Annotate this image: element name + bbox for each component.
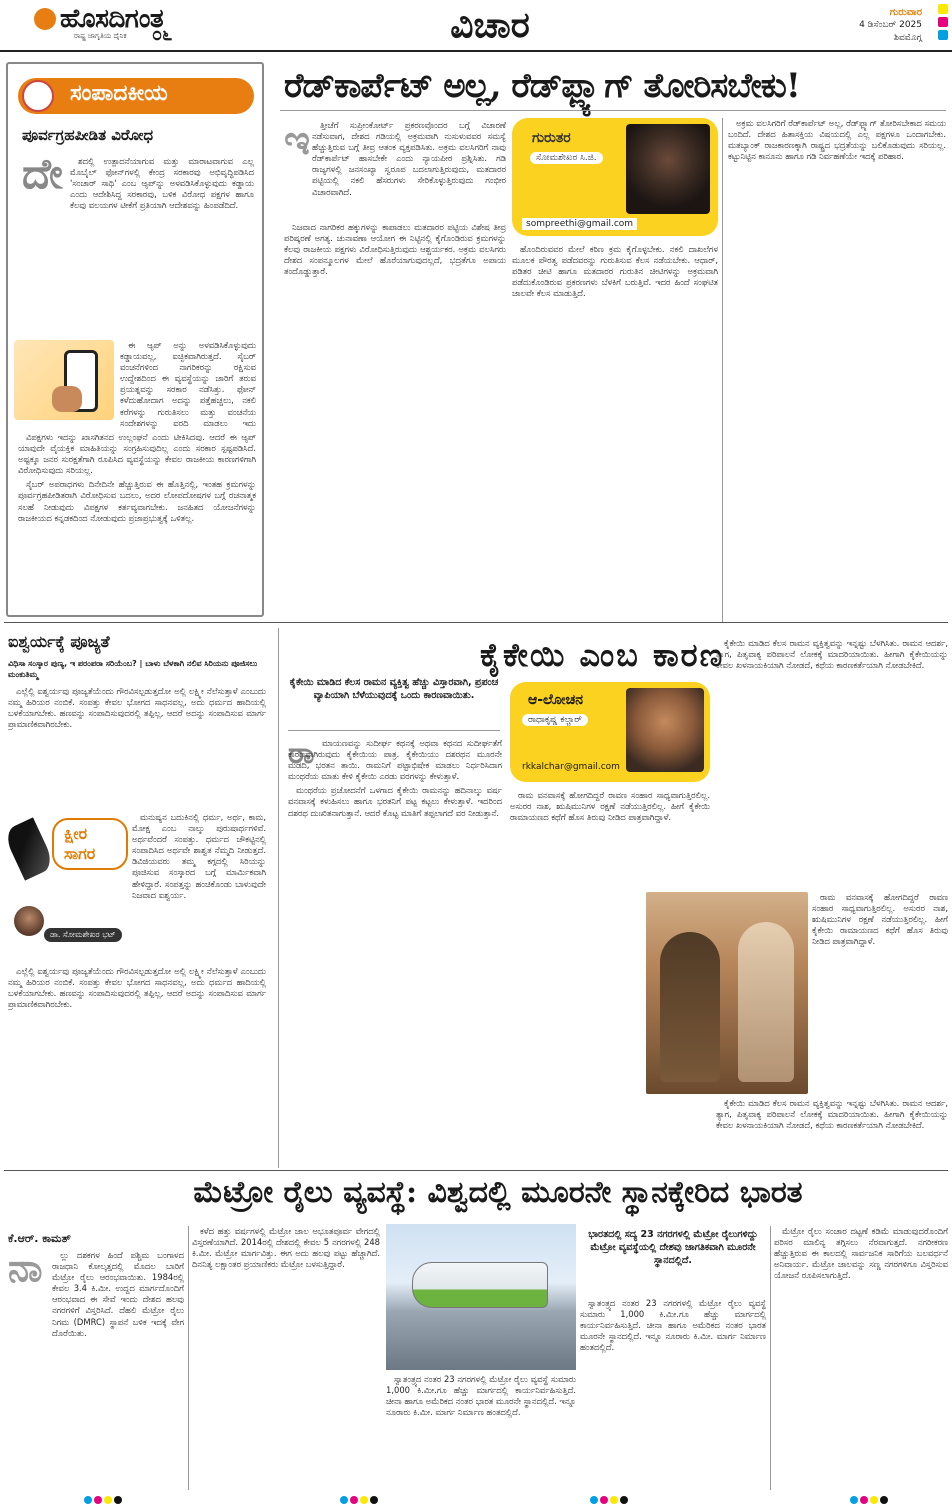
black-dot <box>880 1496 888 1504</box>
article2-paragraph: ಎಲ್ಲೆಲ್ಲಿ ಐಶ್ವರ್ಯವು ಪೂಜ್ಯತೆಯೆಂದು ಗೌರವಿಸಲ್ಪಡುತ್ತದೋ ಅಲ್ಲಿ ಲಕ್ಷ್ಮೀ ನೆಲೆಸುತ್ತಾಳೆ ಎಂಬುದು ನಮ್ಮ ಹಿರಿಯರ ನಂಬಿಕೆ. ಸಂಪತ್ತು ಕೇವಲ ಭೋಗದ ಸಾಧನವಲ್ಲ, ಅದು ಧರ್ಮದ ಹಾದಿಯಲ್ಲಿ ಬಳಕೆಯಾಗಬೇಕು. ಹಣವನ್ನು ಸಂಪಾದಿಸುವುದರಲ್ಲಿ ತಪ್ಪಿಲ್ಲ, ಆದರೆ ಅದನ್ನು ಸಂಪಾದಿಸುವ ಮಾರ್ಗ ಪ್ರಾಮಾಣಿಕವಾಗಿರಬೇಕು. <box>8 686 266 730</box>
article1-column-1 <box>312 120 506 220</box>
article2-column-1c <box>8 966 266 1166</box>
column-rule <box>188 1226 189 1490</box>
article4-paragraph: ಕಳೆದ ಹತ್ತು ವರ್ಷಗಳಲ್ಲಿ ಮೆಟ್ರೋ ಜಾಲ ಅಭೂತಪೂರ್ವ ವೇಗದಲ್ಲಿ ವಿಸ್ತರಣೆಯಾಗಿದೆ. 2014ರಲ್ಲಿ ದೇಶದಲ್ಲಿ ಕೇವಲ 5 ನಗರಗಳಲ್ಲಿ 248 ಕಿ.ಮೀ. ಮೆಟ್ರೋ ಮಾರ್ಗವಿತ್ತು. ಈಗ ಅದು ಹಲವು ಪಟ್ಟು ಹೆಚ್ಚಾಗಿದೆ. ದಿನನಿತ್ಯ ಲಕ್ಷಾಂತರ ಪ್ರಯಾಣಿಕರು ಮೆಟ್ರೋ ಬಳಸುತ್ತಿದ್ದಾರೆ. <box>192 1226 380 1270</box>
article1-dropcap: ಇ <box>284 118 310 164</box>
article2-column-title: ಕ್ಷೀರ ಸಾಗರ <box>52 818 128 870</box>
paper-tagline: ರಾಷ್ಟ್ರ ಜಾಗೃತಿಯ ದೈನಿಕ <box>74 32 127 40</box>
article3-dropcap: ರಾ <box>288 736 315 771</box>
article4-column-1 <box>52 1250 184 1490</box>
date-full: 4 ಡಿಸೆಂಬರ್ 2025 <box>859 20 922 30</box>
article4-column-3 <box>386 1374 576 1490</box>
column-rule <box>770 1226 771 1490</box>
black-dot <box>620 1496 628 1504</box>
article1-paragraph: ನಿಜವಾದ ನಾಗರಿಕರ ಹಕ್ಕುಗಳನ್ನು ಕಾಪಾಡಲು ಮತದಾರರ ಪಟ್ಟಿಯ ವಿಶೇಷ ತೀವ್ರ ಪರಿಷ್ಕರಣೆ ಅಗತ್ಯ. ಚುನಾವಣಾ ಆಯೋಗ ಈ ನಿಟ್ಟಿನಲ್ಲಿ ಕೈಗೊಂಡಿರುವ ಕ್ರಮಗಳನ್ನು ಕೆಲವು ರಾಜಕೀಯ ಪಕ್ಷಗಳು ವಿರೋಧಿಸುತ್ತಿರುವುದು ಆಶ್ಚರ್ಯಕರ. ಅಕ್ರಮ ವಲಸಿಗರು ದೇಶದ ಸಂಪನ್ಮೂಲಗಳ ಮೇಲೆ ಹೊರೆಯಾಗುವುದಲ್ಲದೆ, ಭದ್ರತೆಗೂ ಅಪಾಯ ತಂದೊಡ್ಡುತ್ತಾರೆ. <box>284 222 506 277</box>
column-rule <box>278 628 279 1168</box>
article1-column-3 <box>728 118 946 620</box>
article1-author-email[interactable]: sompreethi@gmail.com <box>522 218 637 230</box>
article2-headline[interactable]: ಐಶ್ವರ್ಯಕ್ಕೆ ಪೂಜ್ಯತೆ <box>8 632 110 651</box>
cyan-dot <box>84 1496 92 1504</box>
article1-author-card <box>512 118 718 236</box>
yellow-dot <box>360 1496 368 1504</box>
column-rule <box>722 118 723 622</box>
magenta-dot <box>860 1496 868 1504</box>
article4-pull-quote: ಭಾರತದಲ್ಲಿ ಸದ್ಯ 23 ನಗರಗಳಲ್ಲಿ ಮೆಟ್ರೋ ರೈಲುಗಳಿದ್ದು ಮೆಟ್ರೋ ವ್ಯವಸ್ಥೆಯಲ್ಲಿ ದೇಶವು ಜಾಗತಿಕವಾಗಿ ಮೂರನೇ ಸ್ಥಾನದಲ್ಲಿದೆ. <box>588 1229 758 1266</box>
cyan-dot <box>340 1496 348 1504</box>
article4-author: ಕೆ.ಆರ್. ಕಾಮತ್ <box>8 1232 71 1245</box>
section-divider <box>4 1170 948 1171</box>
section-title: ವಿಚಾರ <box>450 4 530 46</box>
article4-paragraph: ಸ್ವಾತಂತ್ರ್ಯದ ನಂತರ 23 ನಗರಗಳಲ್ಲಿ ಮೆಟ್ರೋ ರೈಲು ವ್ಯವಸ್ಥೆ ಸುಮಾರು 1,000 ಕಿ.ಮೀ.ಗೂ ಹೆಚ್ಚು ಮಾರ್ಗದಲ್ಲಿ ಕಾರ್ಯನಿರ್ವಹಿಸುತ್ತಿದೆ. ಚೀನಾ ಹಾಗೂ ಅಮೆರಿಕದ ನಂತರ ಭಾರತ ಮೂರನೇ ಸ್ಥಾನದಲ್ಲಿದೆ. ಇನ್ನೂ ನೂರಾರು ಕಿ.ಮೀ. ಮಾರ್ಗ ನಿರ್ಮಾಣ ಹಂತದಲ್ಲಿದೆ. <box>580 1298 766 1353</box>
article2-author-name: ಡಾ. ಸೋಮಶೇಖರ ಭಟ್ <box>44 928 122 942</box>
figure-right <box>738 922 794 1082</box>
article1-paragraph: ತ್ತೀಚೆಗೆ ಸುಪ್ರೀಂಕೋರ್ಟ್ ಪ್ರಕರಣವೊಂದರ ಬಗ್ಗೆ ವಿಚಾರಣೆ ನಡೆಸುವಾಗ, ದೇಶದ ಗಡಿಯಲ್ಲಿ ಅಕ್ರಮವಾಗಿ ನುಸುಳುವವರ ಸಮಸ್ಯೆ ಹೆಚ್ಚುತ್ತಿರುವ ಬಗ್ಗೆ ತೀವ್ರ ಆತಂಕ ವ್ಯಕ್ತಪಡಿಸಿತು. ಅಕ್ರಮ ವಲಸಿಗರಿಗೆ ನಾವು ರೆಡ್‌ಕಾರ್ಪೆಟ್ ಹಾಸಬೇಕೇ ಎಂದು ನ್ಯಾಯಪೀಠ ಪ್ರಶ್ನಿಸಿತು. ಗಡಿ ರಾಜ್ಯಗಳಲ್ಲಿ ಜನಸಂಖ್ಯಾ ಸ್ವರೂಪ ಬದಲಾಗುತ್ತಿರುವುದು, ಮತದಾರರ ಪಟ್ಟಿಯಲ್ಲಿ ನಕಲಿ ಹೆಸರುಗಳು ಸೇರಿಕೊಳ್ಳುತ್ತಿರುವುದು ಗಂಭೀರ ವಿಚಾರವಾಗಿದೆ. <box>312 120 506 197</box>
editorial-paragraph: ಈ ಆ್ಯಪ್ ಅನ್ನು ಅಳವಡಿಸಿಕೊಳ್ಳುವುದು ಕಡ್ಡಾಯವಲ್ಲ, ಐಚ್ಛಿಕವಾಗಿರುತ್ತದೆ. ಸೈಬರ್ ವಂಚನೆಗಳಿಂದ ನಾಗರಿಕರನ್ನು ರಕ್ಷಿಸುವ ಉದ್ದೇಶದಿಂದ ಈ ವ್ಯವಸ್ಥೆಯನ್ನು ಜಾರಿಗೆ ತರುವ ಪ್ರಯತ್ನವನ್ನು ಸರಕಾರ ನಡೆಸಿತ್ತು. ಫೋನ್ ಕಳೆದುಹೋದಾಗ ಅದನ್ನು ಪತ್ತೆಹಚ್ಚಲು, ನಕಲಿ ಕರೆಗಳನ್ನು ಗುರುತಿಸಲು ಮತ್ತು ವಂಚನೆಯ ಸಂದೇಶಗಳನ್ನು ವರದಿ ಮಾಡಲು ಇದು <box>120 340 256 428</box>
article4-dropcap: ನಾ <box>8 1246 43 1290</box>
article2-column-card <box>8 810 128 960</box>
date-block <box>859 6 922 45</box>
edition-city: ಶಿವಮೊಗ್ಗ <box>894 33 922 43</box>
article1-paragraph: ಹೊಂದಿರುವವರ ಮೇಲೆ ಕಠಿಣ ಕ್ರಮ ಕೈಗೊಳ್ಳಬೇಕು. ನಕಲಿ ದಾಖಲೆಗಳ ಮೂಲಕ ಪೌರತ್ವ ಪಡೆದವರನ್ನು ಗುರುತಿಸುವ ಕೆಲಸ ನಡೆಯಬೇಕು. ಆಧಾರ್, ಪಡಿತರ ಚೀಟಿ ಹಾಗೂ ಮತದಾರರ ಗುರುತಿನ ಚೀಟಿಗಳನ್ನು ಅಕ್ರಮವಾಗಿ ಪಡೆದುಕೊಂಡಿರುವ ಪ್ರಕರಣಗಳು ಬೆಳಕಿಗೆ ಬರುತ್ತಿವೆ. ಇದರ ಹಿಂದೆ ಸಂಘಟಿತ ಜಾಲವೇ ಕೆಲಸ ಮಾಡುತ್ತಿದೆ. <box>512 244 718 299</box>
article3-headline[interactable]: ಕೈಕೇಯಿ ಎಂಬ ಕಾರಣ <box>480 636 725 674</box>
article3-column-3b <box>812 892 948 1094</box>
editorial-paragraph: ವಿಪಕ್ಷಗಳು ಇದನ್ನು ಖಾಸಗಿತನದ ಉಲ್ಲಂಘನೆ ಎಂದು ಟೀಕಿಸಿದವು. ಆದರೆ ಈ ಆ್ಯಪ್ ಯಾವುದೇ ವೈಯಕ್ತಿಕ ಮಾಹಿತಿಯನ್ನು ಸಂಗ್ರಹಿಸುವುದಿಲ್ಲ ಎಂದು ಸರಕಾರ ಸ್ಪಷ್ಟಪಡಿಸಿದೆ. ಅಷ್ಟಕ್ಕೂ ಜನರ ಸುರಕ್ಷತೆಗಾಗಿ ರೂಪಿಸಿದ ವ್ಯವಸ್ಥೆಯನ್ನು ಕೇವಲ ರಾಜಕೀಯ ಕಾರಣಗಳಿಗಾಗಿ ವಿರೋಧಿಸುವುದು ಸರಿಯಲ್ಲ. <box>18 432 256 476</box>
magenta-dot <box>600 1496 608 1504</box>
article1-column-2 <box>512 244 718 620</box>
article2-subhead: ವಿಧಿಸಾ ಸಂಸ್ಕಾರ ಪುಣ್ಯ, ಇ ಪರಂಪರಾ ಸರಿಯೆಂಬ? | ಬಾಳು ಬೆಳಕಾಗಿ ನಲಿವ ಸಿರಿಯನು ಪೂಜಿಸಲು ಮಂಕುತಿಮ್ಮ <box>8 659 258 679</box>
article2-paragraph: ಮನುಷ್ಯನ ಬದುಕಿನಲ್ಲಿ ಧರ್ಮ, ಅರ್ಥ, ಕಾಮ, ಮೋಕ್ಷ ಎಂಬ ನಾಲ್ಕು ಪುರುಷಾರ್ಥಗಳಿವೆ. ಅರ್ಥವೆಂದರೆ ಸಂಪತ್ತು. ಧರ್ಮದ ಚೌಕಟ್ಟಿನಲ್ಲಿ ಸಂಪಾದಿಸಿದ ಅರ್ಥವೇ ಶಾಶ್ವತ ನೆಮ್ಮದಿ ನೀಡುತ್ತದೆ. ಡಿವಿಜಿಯವರು ತಮ್ಮ ಕಗ್ಗದಲ್ಲಿ ಸಿರಿಯನ್ನು ಪೂಜಿಸುವ ಸಂಸ್ಕಾರದ ಬಗ್ಗೆ ಮಾರ್ಮಿಕವಾಗಿ ಹೇಳಿದ್ದಾರೆ. ಸಂಪತ್ತನ್ನು ಹಂಚಿಕೊಂಡು ಬಾಳುವುದೇ ನಿಜವಾದ ಐಶ್ವರ್ಯ. <box>132 812 266 900</box>
article3-paragraph: ಕೈಕೇಯಿ ಮಾಡಿದ ಕೆಲಸ ರಾಮನ ವ್ಯಕ್ತಿತ್ವವನ್ನು ಇನ್ನಷ್ಟು ಬೆಳಗಿಸಿತು. ರಾಮನ ಆದರ್ಶ, ತ್ಯಾಗ, ಪಿತೃವಾಕ್ಯ ಪರಿಪಾಲನೆ ಲೋಕಕ್ಕೆ ಮಾದರಿಯಾಯಿತು. ಹೀಗಾಗಿ ಕೈಕೇಯಿಯನ್ನು ಕೇವಲ ಖಳನಾಯಕಿಯಾಗಿ ನೋಡದೆ, ಕಥೆಯ ಕಾರಣಕರ್ತೆಯಾಗಿ ನೋಡಬೇಕಿದೆ. <box>716 1098 948 1131</box>
article1-rule <box>280 110 946 111</box>
article2-paragraph: ಎಲ್ಲೆಲ್ಲಿ ಐಶ್ವರ್ಯವು ಪೂಜ್ಯತೆಯೆಂದು ಗೌರವಿಸಲ್ಪಡುತ್ತದೋ ಅಲ್ಲಿ ಲಕ್ಷ್ಮೀ ನೆಲೆಸುತ್ತಾಳೆ ಎಂಬುದು ನಮ್ಮ ಹಿರಿಯರ ನಂಬಿಕೆ. ಸಂಪತ್ತು ಕೇವಲ ಭೋಗದ ಸಾಧನವಲ್ಲ, ಅದು ಧರ್ಮದ ಹಾದಿಯಲ್ಲಿ ಬಳಕೆಯಾಗಬೇಕು. ಹಣವನ್ನು ಸಂಪಾದಿಸುವುದರಲ್ಲಿ ತಪ್ಪಿಲ್ಲ, ಆದರೆ ಅದನ್ನು ಸಂಪಾದಿಸುವ ಮಾರ್ಗ ಪ್ರಾಮಾಣಿಕವಾಗಿರಬೇಕು. <box>8 966 266 1010</box>
article3-author-name: ರಾಧಾಕೃಷ್ಣ ಕಲ್ಚಾರ್ <box>522 714 588 726</box>
date-day: ಗುರುವಾರ <box>889 7 922 18</box>
editorial-banner-label: ಸಂಪಾದಕೀಯ <box>70 81 168 106</box>
article3-subhead: ಕೈಕೇಯಿ ಮಾಡಿದ ಕೆಲಸ ರಾಮನ ವ್ಯಕ್ತಿತ್ವ ಹೆಚ್ಚು ವಿಸ್ತಾರವಾಗಿ, ಪ್ರಪಂಚ ವ್ಯಾಪಿಯಾಗಿ ಬೆಳೆಯುವುದಕ್ಕೆ ಒಂದು ಕಾರಣವಾಯಿತು. <box>289 677 499 701</box>
editorial-paragraph: ಶದಲ್ಲಿ ಉತ್ಪಾದನೆಯಾಗುವ ಮತ್ತು ಮಾರಾಟವಾಗುವ ಎಲ್ಲ ಮೊಬೈಲ್ ಫೋನ್‌ಗಳಲ್ಲಿ ಕೇಂದ್ರ ಸರಕಾರವು ಅಭಿವೃದ್ಧಿಪಡಿಸಿದ 'ಸಂಚಾರ್ ಸಾಥಿ' ಎಂಬ ಆ್ಯಪ್‌ನ್ನು ಅಳವಡಿಸಿಕೊಳ್ಳುವುದು ಕಡ್ಡಾಯ ಎಂದು ಆದೇಶಿಸಿದ್ದ ಸರಕಾರವು, ಬಳಿಕ ವಿರೋಧ ಪಕ್ಷಗಳ ಹಾಗೂ ಕೆಲವು ವಲಯಗಳ ಟೀಕೆಗೆ ಪ್ರತಿಯಾಗಿ ಆದೇಶವನ್ನು ಹಿಂಪಡೆದಿದೆ. <box>70 156 254 211</box>
article4-paragraph: ಸ್ವಾತಂತ್ರ್ಯದ ನಂತರ 23 ನಗರಗಳಲ್ಲಿ ಮೆಟ್ರೋ ರೈಲು ವ್ಯವಸ್ಥೆ ಸುಮಾರು 1,000 ಕಿ.ಮೀ.ಗೂ ಹೆಚ್ಚು ಮಾರ್ಗದಲ್ಲಿ ಕಾರ್ಯನಿರ್ವಹಿಸುತ್ತಿದೆ. ಚೀನಾ ಹಾಗೂ ಅಮೆರಿಕದ ನಂತರ ಭಾರತ ಮೂರನೇ ಸ್ಥಾನದಲ್ಲಿದೆ. ಇನ್ನೂ ನೂರಾರು ಕಿ.ಮೀ. ಮಾರ್ಗ ನಿರ್ಮಾಣ ಹಂತದಲ್ಲಿದೆ. <box>386 1374 576 1418</box>
logo-mark-icon <box>34 8 56 30</box>
cyan-dot <box>850 1496 858 1504</box>
paper-logo[interactable] <box>34 4 246 46</box>
article3-paragraph: ರಾಮ ವನವಾಸಕ್ಕೆ ಹೋಗದಿದ್ದರೆ ರಾವಣ ಸಂಹಾರ ಸಾಧ್ಯವಾಗುತ್ತಿರಲಿಲ್ಲ. ಅಸುರರ ನಾಶ, ಋಷಿಮುನಿಗಳ ರಕ್ಷಣೆ ನಡೆಯುತ್ತಿರಲಿಲ್ಲ. ಹೀಗೆ ಕೈಕೇಯಿ ರಾಮಾಯಣದ ಕಥೆಗೆ ಹೊಸ ತಿರುವು ನೀಡಿದ ಪಾತ್ರವಾಗಿದ್ದಾಳೆ. <box>510 790 710 823</box>
masthead <box>0 0 952 52</box>
registration-marks <box>938 4 948 43</box>
article1-paragraph: ಅಕ್ರಮ ವಲಸಿಗರಿಗೆ ರೆಡ್‌ಕಾರ್ಪೆಟ್ ಅಲ್ಲ, ರೆಡ್‌ಫ್ಲ್ಯಾಗ್ ತೋರಿಸಬೇಕಾದ ಸಮಯ ಬಂದಿದೆ. ದೇಶದ ಹಿತಾಸಕ್ತಿಯ ವಿಷಯದಲ್ಲಿ ಎಲ್ಲ ಪಕ್ಷಗಳೂ ಒಂದಾಗಬೇಕು. ಮತಬ್ಯಾಂಕ್ ರಾಜಕಾರಣಕ್ಕಾಗಿ ರಾಷ್ಟ್ರದ ಭದ್ರತೆಯನ್ನು ಬಲಿಕೊಡುವುದು ಸರಿಯಲ್ಲ. ಕಟ್ಟುನಿಟ್ಟಿನ ಕಾನೂನು ಹಾಗೂ ಗಡಿ ನಿರ್ವಹಣೆಯೇ ಇದಕ್ಕೆ ಪರಿಹಾರ. <box>728 118 946 162</box>
article3-paragraph: ರಾಮ ವನವಾಸಕ್ಕೆ ಹೋಗದಿದ್ದರೆ ರಾವಣ ಸಂಹಾರ ಸಾಧ್ಯವಾಗುತ್ತಿರಲಿಲ್ಲ. ಅಸುರರ ನಾಶ, ಋಷಿಮುನಿಗಳ ರಕ್ಷಣೆ ನಡೆಯುತ್ತಿರಲಿಲ್ಲ. ಹೀಗೆ ಕೈಕೇಯಿ ರಾಮಾಯಣದ ಕಥೆಗೆ ಹೊಸ ತಿರುವು ನೀಡಿದ ಪಾತ್ರವಾಗಿದ್ದಾಳೆ. <box>812 892 948 947</box>
phone-app-illustration <box>14 340 114 420</box>
article4-paragraph: ಲ್ಲು ದಶಕಗಳ ಹಿಂದೆ ಪಶ್ಚಿಮ ಬಂಗಾಳದ ರಾಜಧಾನಿ ಕೋಲ್ಕತ್ತದಲ್ಲಿ ಮೊದಲ ಬಾರಿಗೆ ಮೆಟ್ರೋ ರೈಲು ಆರಂಭವಾಯಿತು. 1984ರಲ್ಲಿ ಕೇವಲ 3.4 ಕಿ.ಮೀ. ಉದ್ದದ ಮಾರ್ಗದೊಂದಿಗೆ ಆರಂಭವಾದ ಈ ಸೇವೆ ಇಂದು ದೇಶದ ಹಲವು ನಗರಗಳಿಗೆ ವಿಸ್ತರಿಸಿದೆ. ದೆಹಲಿ ಮೆಟ್ರೋ ರೈಲು ನಿಗಮ (DMRC) ಸ್ಥಾಪನೆ ಬಳಿಕ ಇದಕ್ಕೆ ವೇಗ ದೊರೆಯಿತು. <box>52 1250 184 1338</box>
yellow-dot <box>610 1496 618 1504</box>
editorial-headline[interactable]: ಪೂರ್ವಗ್ರಹಪೀಡಿತ ವಿರೋಧ <box>22 126 154 144</box>
article4-column-4 <box>580 1298 766 1490</box>
page-number: ೦೬ <box>152 24 173 45</box>
article3-author-email[interactable]: rkkalchar@gmail.com <box>522 762 620 772</box>
cyan-dot <box>590 1496 598 1504</box>
editorial-box <box>6 62 264 617</box>
print-registration-dots <box>0 1496 952 1506</box>
yellow-swatch <box>938 4 948 14</box>
black-dot <box>114 1496 122 1504</box>
quill-icon <box>2 817 56 880</box>
article3-paragraph: ಮಾಯಣವನ್ನು ಸುದೀರ್ಘ ಕಥನಕ್ಕೆ ಅಥವಾ ಕಥನದ ಸುದೀರ್ಘತೆಗೆ ಕಾರಣವಾಗಿರುವುದು ಕೈಕೇಯಿಯ ಪಾತ್ರ. ಕೈಕೇಯಿಯು ದಶರಥನ ಮೂರನೇ ಮಡದಿ, ಭರತನ ತಾಯಿ. ರಾಮನಿಗೆ ಪಟ್ಟಾಭಿಷೇಕ ಮಾಡಲು ನಿರ್ಧರಿಸಿದಾಗ ಮಂಥರೆಯ ಮಾತು ಕೇಳಿ ಕೈಕೇಯಿ ಎರಡು ವರಗಳನ್ನು ಕೇಳುತ್ತಾಳೆ. <box>288 738 502 782</box>
article3-column-3 <box>716 638 948 890</box>
article4-column-5 <box>774 1226 948 1490</box>
article2-author-photo <box>14 906 44 936</box>
metro-train-icon <box>412 1262 548 1308</box>
editorial-body-lower <box>18 432 256 612</box>
article1-author-photo <box>626 124 710 214</box>
editorial-banner <box>18 78 254 114</box>
section-divider <box>4 622 948 623</box>
figure-left <box>660 932 720 1082</box>
black-dot <box>370 1496 378 1504</box>
article2-column-1 <box>8 686 266 804</box>
magenta-swatch <box>938 17 948 27</box>
magenta-dot <box>350 1496 358 1504</box>
article2-column-1b <box>132 812 266 962</box>
magenta-dot <box>94 1496 102 1504</box>
yellow-dot <box>104 1496 112 1504</box>
article1-column-1b <box>284 222 506 620</box>
article4-column-2 <box>192 1226 380 1490</box>
article3-column-1 <box>288 738 502 1166</box>
article1-column-tag: ಗುರುತರ <box>532 130 571 146</box>
cyan-swatch <box>938 30 948 40</box>
article1-author-name: ಸೋಮಶೇಖರ ಸಿ.ಜಿ. <box>530 152 603 164</box>
kaikeyi-illustration <box>646 892 808 1094</box>
editorial-dropcap: ದೇ <box>22 149 63 198</box>
hand-icon <box>52 386 82 412</box>
article4-headline[interactable]: ಮೆಟ್ರೋ ರೈಲು ವ್ಯವಸ್ಥೆ: ವಿಶ್ವದಲ್ಲಿ ಮೂರನೇ ಸ್ಥಾನಕ್ಕೇರಿದ ಭಾರತ <box>193 1175 803 1210</box>
article3-column-3c <box>716 1098 948 1166</box>
article4-paragraph: ಮೆಟ್ರೋ ರೈಲು ಸಂಚಾರ ದಟ್ಟಣೆ ಕಡಿಮೆ ಮಾಡುವುದರೊಂದಿಗೆ ಪರಿಸರ ಮಾಲಿನ್ಯ ತಗ್ಗಿಸಲು ನೆರವಾಗುತ್ತದೆ. ನಗರೀಕರಣ ಹೆಚ್ಚುತ್ತಿರುವ ಈ ಕಾಲದಲ್ಲಿ ಸಾರ್ವಜನಿಕ ಸಾರಿಗೆಯ ಬಲವರ್ಧನೆ ಅನಿವಾರ್ಯ. ಮೆಟ್ರೋ ಜಾಲವನ್ನು ಸಣ್ಣ ನಗರಗಳಿಗೂ ವಿಸ್ತರಿಸುವ ಯೋಜನೆ ರೂಪಿಸಲಾಗುತ್ತಿದೆ. <box>774 1226 948 1281</box>
article3-author-card <box>510 682 710 782</box>
article3-subhead-rule <box>288 730 500 731</box>
paper-name: ಹೊಸದಿಗಂತ <box>60 4 164 34</box>
article3-paragraph: ಕೈಕೇಯಿ ಮಾಡಿದ ಕೆಲಸ ರಾಮನ ವ್ಯಕ್ತಿತ್ವವನ್ನು ಇನ್ನಷ್ಟು ಬೆಳಗಿಸಿತು. ರಾಮನ ಆದರ್ಶ, ತ್ಯಾಗ, ಪಿತೃವಾಕ್ಯ ಪರಿಪಾಲನೆ ಲೋಕಕ್ಕೆ ಮಾದರಿಯಾಯಿತು. ಹೀಗಾಗಿ ಕೈಕೇಯಿಯನ್ನು ಕೇವಲ ಖಳನಾಯಕಿಯಾಗಿ ನೋಡದೆ, ಕಥೆಯ ಕಾರಣಕರ್ತೆಯಾಗಿ ನೋಡಬೇಕಿದೆ. <box>716 638 948 671</box>
editorial-paragraph: ಸೈಬರ್ ಅಪರಾಧಗಳು ದಿನೇದಿನೇ ಹೆಚ್ಚುತ್ತಿರುವ ಈ ಹೊತ್ತಿನಲ್ಲಿ, ಇಂತಹ ಕ್ರಮಗಳನ್ನು ಪೂರ್ವಗ್ರಹಪೀಡಿತರಾಗಿ ವಿರೋಧಿಸುವ ಬದಲು, ಅದರ ಲೋಪದೋಷಗಳ ಬಗ್ಗೆ ರಚನಾತ್ಮಕ ಸಲಹೆ ನೀಡುವುದು ವಿಪಕ್ಷಗಳ ಕರ್ತವ್ಯವಾಗಬೇಕು. ಜನಹಿತದ ಯೋಜನೆಗಳನ್ನು ರಾಜಕೀಯದ ಕನ್ನಡಕದಿಂದ ನೋಡುವುದು ಪ್ರಜಾಪ್ರಭುತ್ವಕ್ಕೆ ಒಳಿತಲ್ಲ. <box>18 479 256 523</box>
editorial-lamp-icon <box>22 80 54 112</box>
editorial-body-side <box>120 340 256 430</box>
yellow-dot <box>870 1496 878 1504</box>
article3-author-photo <box>626 688 704 772</box>
article1-headline[interactable]: ರೆಡ್‌ಕಾರ್ಪೆಟ್ ಅಲ್ಲ, ರೆಡ್‌ಫ್ಲ್ಯಾಗ್ ತೋರಿಸಬೇಕು! <box>284 66 800 106</box>
article3-column-tag: ಆ-ಲೋಚನ <box>528 692 583 708</box>
article3-paragraph: ಮಂಥರೆಯ ಪ್ರಚೋದನೆಗೆ ಒಳಗಾದ ಕೈಕೇಯಿ ರಾಮನನ್ನು ಹದಿನಾಲ್ಕು ವರ್ಷ ವನವಾಸಕ್ಕೆ ಕಳುಹಿಸಲು ಹಾಗೂ ಭರತನಿಗೆ ಪಟ್ಟ ಕಟ್ಟಲು ಕೇಳುತ್ತಾಳೆ. ಇದರಿಂದ ದಶರಥ ದುಃಖಿತನಾಗುತ್ತಾನೆ. ಆದರೆ ಕೊಟ್ಟ ಮಾತಿಗೆ ತಪ್ಪಲಾಗದೆ ವರ ನೀಡುತ್ತಾನೆ. <box>288 785 502 818</box>
editorial-body <box>70 156 254 338</box>
